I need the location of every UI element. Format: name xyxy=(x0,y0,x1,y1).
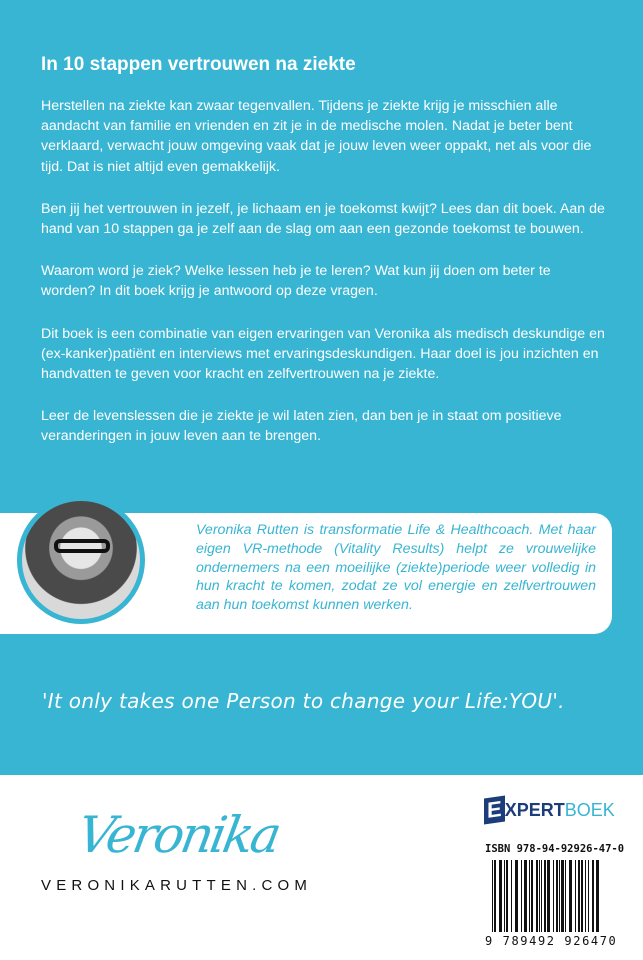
barcode-bar xyxy=(596,860,599,932)
barcode-bar xyxy=(585,860,586,932)
quote: 'It only takes one Person to change your Life:YOU'. xyxy=(42,689,565,713)
publisher-logo-xpert: XPERT xyxy=(504,799,565,820)
publisher-logo xyxy=(484,797,615,823)
barcode-bar xyxy=(524,860,527,932)
signature-logo: Veronika xyxy=(73,806,283,864)
barcode-bar xyxy=(581,860,583,932)
barcode-bar xyxy=(588,860,589,932)
barcode-bar xyxy=(494,860,496,932)
author-bio: Veronika Rutten is transformatie Life & Healthcoach. Met haar eigen VR-methode (Vitality Results) helpt ze vrouwelijke ondernemers na een moeilijke (ziekte)periode weer volledig in hun kracht te komen, zodat ze vol energie en zelfvertrouwen aan hun toekomst kunnen werken. xyxy=(196,522,596,614)
glasses-detail xyxy=(54,539,110,553)
barcode-bar xyxy=(521,860,522,932)
barcode xyxy=(492,860,600,932)
blurb-paragraph: Dit boek is een combinatie van eigen ervaringen van Veronika als medisch deskundige en (ex-kanker)patiënt en interviews met ervaringsdeskundigen. Haar doel is jou inzichten en handvatten te geven voor kracht en zelfvertrouwen na je ziekte. xyxy=(41,325,605,383)
blurb-paragraph: Leer de levenslessen die je ziekte je wil laten zien, dan ben je in staat om positieve veranderingen in jouw leven aan te brengen. xyxy=(41,408,562,445)
barcode-bar xyxy=(544,860,546,932)
barcode-bar xyxy=(553,860,554,932)
barcode-bar xyxy=(529,860,530,932)
barcode-bar xyxy=(515,860,518,932)
barcode-bar xyxy=(492,860,493,932)
barcode-bar xyxy=(561,860,564,932)
blurb-paragraph: Herstellen na ziekte kan zwaar tegenvallen. Tijdens je ziekte krijg je misschien alle aandacht van familie en vrienden en zit je in de medische molen. Nadat je beter bent verklaard, verwacht jouw omgeving vaak dat je jouw leven weer oppakt, net als voor die tijd. Dat is niet altijd even gemakkelijk. xyxy=(41,98,592,175)
barcode-bar xyxy=(506,860,508,932)
publisher-logo-boek: BOEK xyxy=(564,799,615,820)
barcode-bar xyxy=(578,860,580,932)
barcode-bar xyxy=(592,860,594,932)
author-photo xyxy=(17,496,145,624)
barcode-bar xyxy=(511,860,512,932)
barcode-bar xyxy=(536,860,538,932)
barcode-bar xyxy=(569,860,572,932)
website: VERONIKARUTTEN.COM xyxy=(41,877,313,894)
barcode-bar xyxy=(559,860,560,932)
blurb-paragraph: Ben jij het vertrouwen in jezelf, je lichaam en je toekomst kwijt? Lees dan dit boek. Aan de hand van 10 stappen ga je zelf aan de slag om aan een gezonde toekomst te bouwen. xyxy=(41,200,605,238)
book-title: In 10 stappen vertrouwen na ziekte xyxy=(41,54,356,75)
barcode-bar xyxy=(531,860,533,932)
barcode-number: 9 789492 926470 xyxy=(485,934,618,948)
barcode-bar xyxy=(547,860,550,932)
barcode-bar xyxy=(575,860,576,932)
barcode-bar xyxy=(499,860,502,932)
barcode-bar xyxy=(565,860,566,932)
barcode-bar xyxy=(556,860,558,932)
publisher-logo-e: E xyxy=(484,796,505,825)
blurb-paragraph: Waarom word je ziek? Welke lessen heb je te leren? Wat kun jij doen om beter te worden? In dit boek krijg je antwoord op deze vragen. xyxy=(41,263,551,300)
blurb xyxy=(41,96,607,469)
barcode-bar xyxy=(504,860,505,932)
isbn: ISBN 978-94-92926-47-0 xyxy=(485,843,625,855)
barcode-bar xyxy=(539,860,540,932)
barcode-bar xyxy=(541,860,542,932)
